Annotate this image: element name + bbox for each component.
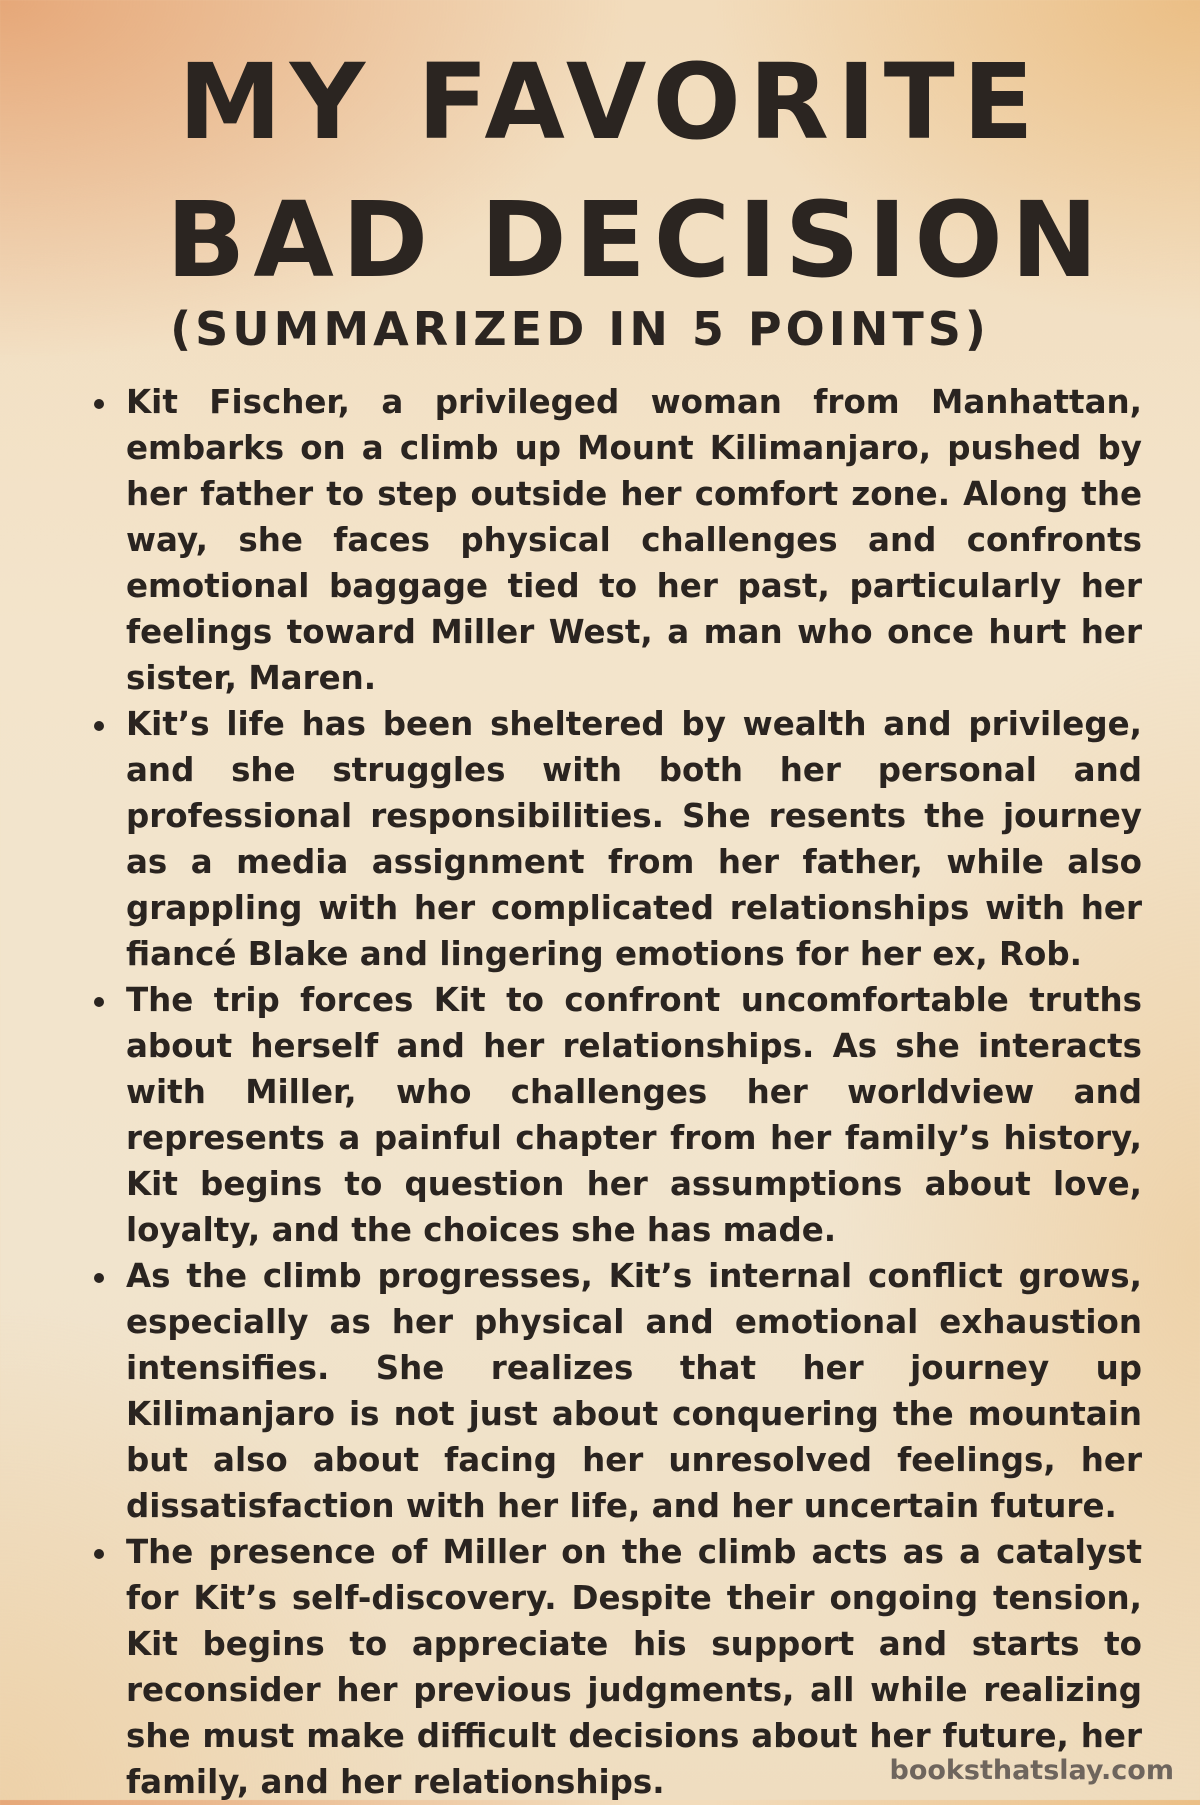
summary-point-text: Kit’s life has been sheltered by wealth and privilege, and she struggles with both her personal and professional responsibilities. She resents the journey as a media assignment from her father, while also grappling with her complicated relationships with her fiancé Blake and lingering emotions for her ex, Rob. [126,705,1142,973]
bullet-dot [94,1549,104,1559]
page-title-line-1: MY FAVORITE [178,41,1042,163]
page-title-line-2: BAD DECISION [166,179,1106,301]
summary-point [90,1253,1142,1529]
page-subtitle: (SUMMARIZED IN 5 POINTS) [170,302,990,356]
summary-point [90,379,1142,701]
bullet-dot [94,997,104,1007]
summary-point-text: Kit Fischer, a privileged woman from Manhattan, embarks on a climb up Mount Kilimanjaro, pushed by her father to step outside her comfort zone. Along the way, she faces physical challenges and confronts emotional baggage tied to her past, particularly her feelings toward Miller West, a man who once hurt her sister, Maren. [126,383,1142,697]
summary-points-list [90,379,1142,1805]
summary-point-text: The presence of Miller on the climb acts as a catalyst for Kit’s self-discovery. Despite their ongoing tension, Kit begins to appreciate his support and starts to reconsider her previous judgments, all while realizing she must make difficult decisions about her future, her family, and her relationships. [126,1533,1142,1801]
bullet-dot [94,399,104,409]
summary-point-text: The trip forces Kit to confront uncomfortable truths about herself and her relationships. As she interacts with Miller, who challenges her worldview and represents a painful chapter from her family’s history, Kit begins to question her assumptions about love, loyalty, and the choices she has made. [126,981,1142,1249]
site-watermark: booksthatslay.com [889,1755,1174,1786]
summary-point [90,701,1142,977]
bullet-dot [94,1273,104,1283]
summary-point [90,977,1142,1253]
bullet-dot [94,721,104,731]
summary-point-text: As the climb progresses, Kit’s internal conflict grows, especially as her physical and emotional exhaustion intensifies. She realizes that her journey up Kilimanjaro is not just about conquering the mountain but also about facing her unresolved feelings, her dissatisfaction with her life, and her uncertain future. [126,1257,1142,1525]
